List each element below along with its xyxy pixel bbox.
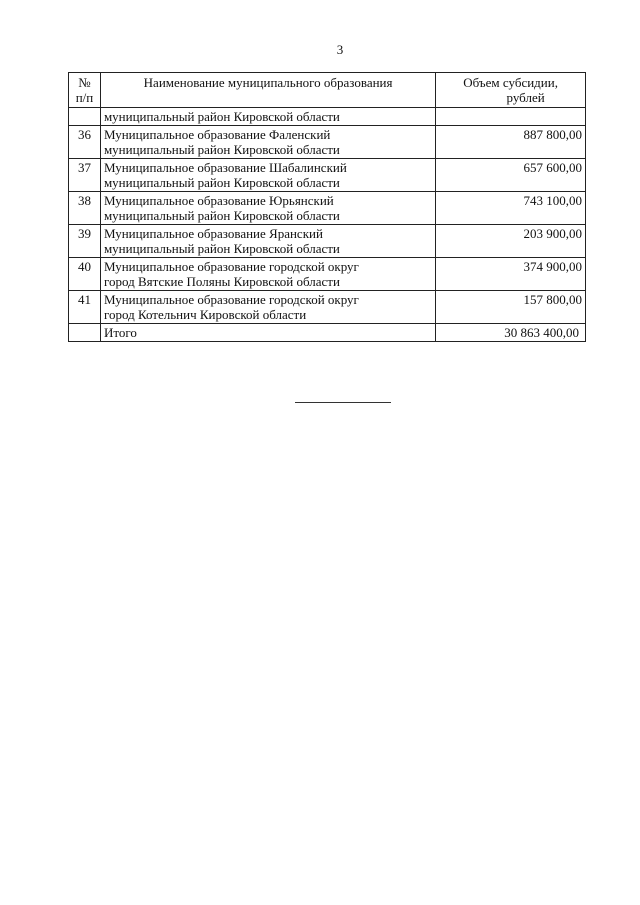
- page-number: 3: [336, 42, 344, 57]
- table-row: [69, 291, 586, 324]
- row-amount: 657 600,00: [436, 159, 586, 192]
- row-name: [100, 291, 435, 324]
- row-name-line: Муниципальное образование Юрьянский: [103, 193, 334, 208]
- total-label: Итого: [100, 324, 435, 342]
- row-number: [69, 324, 101, 342]
- row-number: 39: [69, 225, 101, 258]
- row-name-line: Муниципальное образование Фаленский: [103, 127, 331, 142]
- subsidy-table: [68, 72, 586, 342]
- header-number-line: п/п: [75, 90, 94, 105]
- header-amount: [436, 73, 586, 108]
- table-row: [69, 126, 586, 159]
- closing-divider: [295, 402, 391, 403]
- table-row: [69, 258, 586, 291]
- table-header-row: [69, 73, 586, 108]
- row-number: 41: [69, 291, 101, 324]
- row-name-line: муниципальный район Кировской области: [103, 241, 340, 256]
- row-number: 37: [69, 159, 101, 192]
- row-name: [100, 225, 435, 258]
- header-name-text: Наименование муниципального образования: [143, 75, 393, 90]
- row-amount: 374 900,00: [436, 258, 586, 291]
- row-name: [100, 159, 435, 192]
- row-name: [100, 192, 435, 225]
- table-row: [69, 192, 586, 225]
- header-number: [69, 73, 101, 108]
- header-amount-line: Объем субсидии,: [463, 75, 558, 90]
- table-row: [69, 159, 586, 192]
- row-number: 38: [69, 192, 101, 225]
- row-amount: 203 900,00: [436, 225, 586, 258]
- row-name-line: муниципальный район Кировской области: [103, 175, 340, 190]
- row-name-line: Муниципальное образование городской округ: [103, 292, 359, 307]
- header-amount-line: рублей: [506, 90, 545, 105]
- row-name-line: муниципальный район Кировской области: [103, 208, 340, 223]
- row-name: муниципальный район Кировской области: [100, 108, 435, 126]
- header-name: [100, 73, 435, 108]
- row-amount: [436, 108, 586, 126]
- row-amount: 157 800,00: [436, 291, 586, 324]
- table-row-continuation: [69, 108, 586, 126]
- row-name-line: Муниципальное образование городской округ: [103, 259, 359, 274]
- row-name: [100, 258, 435, 291]
- row-name-line: Муниципальное образование Шабалинский: [103, 160, 347, 175]
- row-amount: 887 800,00: [436, 126, 586, 159]
- row-name-line: город Котельнич Кировской области: [103, 307, 307, 322]
- row-name-line: Муниципальное образование Яранский: [103, 226, 323, 241]
- row-name-line: муниципальный район Кировской области: [103, 142, 340, 157]
- row-name-line: город Вятские Поляны Кировской области: [103, 274, 340, 289]
- table-total-row: [69, 324, 586, 342]
- row-amount: 743 100,00: [436, 192, 586, 225]
- header-number-line: №: [78, 75, 91, 90]
- row-name: [100, 126, 435, 159]
- row-number: [69, 108, 101, 126]
- table-row: [69, 225, 586, 258]
- row-number: 40: [69, 258, 101, 291]
- total-amount: 30 863 400,00: [436, 324, 586, 342]
- row-number: 36: [69, 126, 101, 159]
